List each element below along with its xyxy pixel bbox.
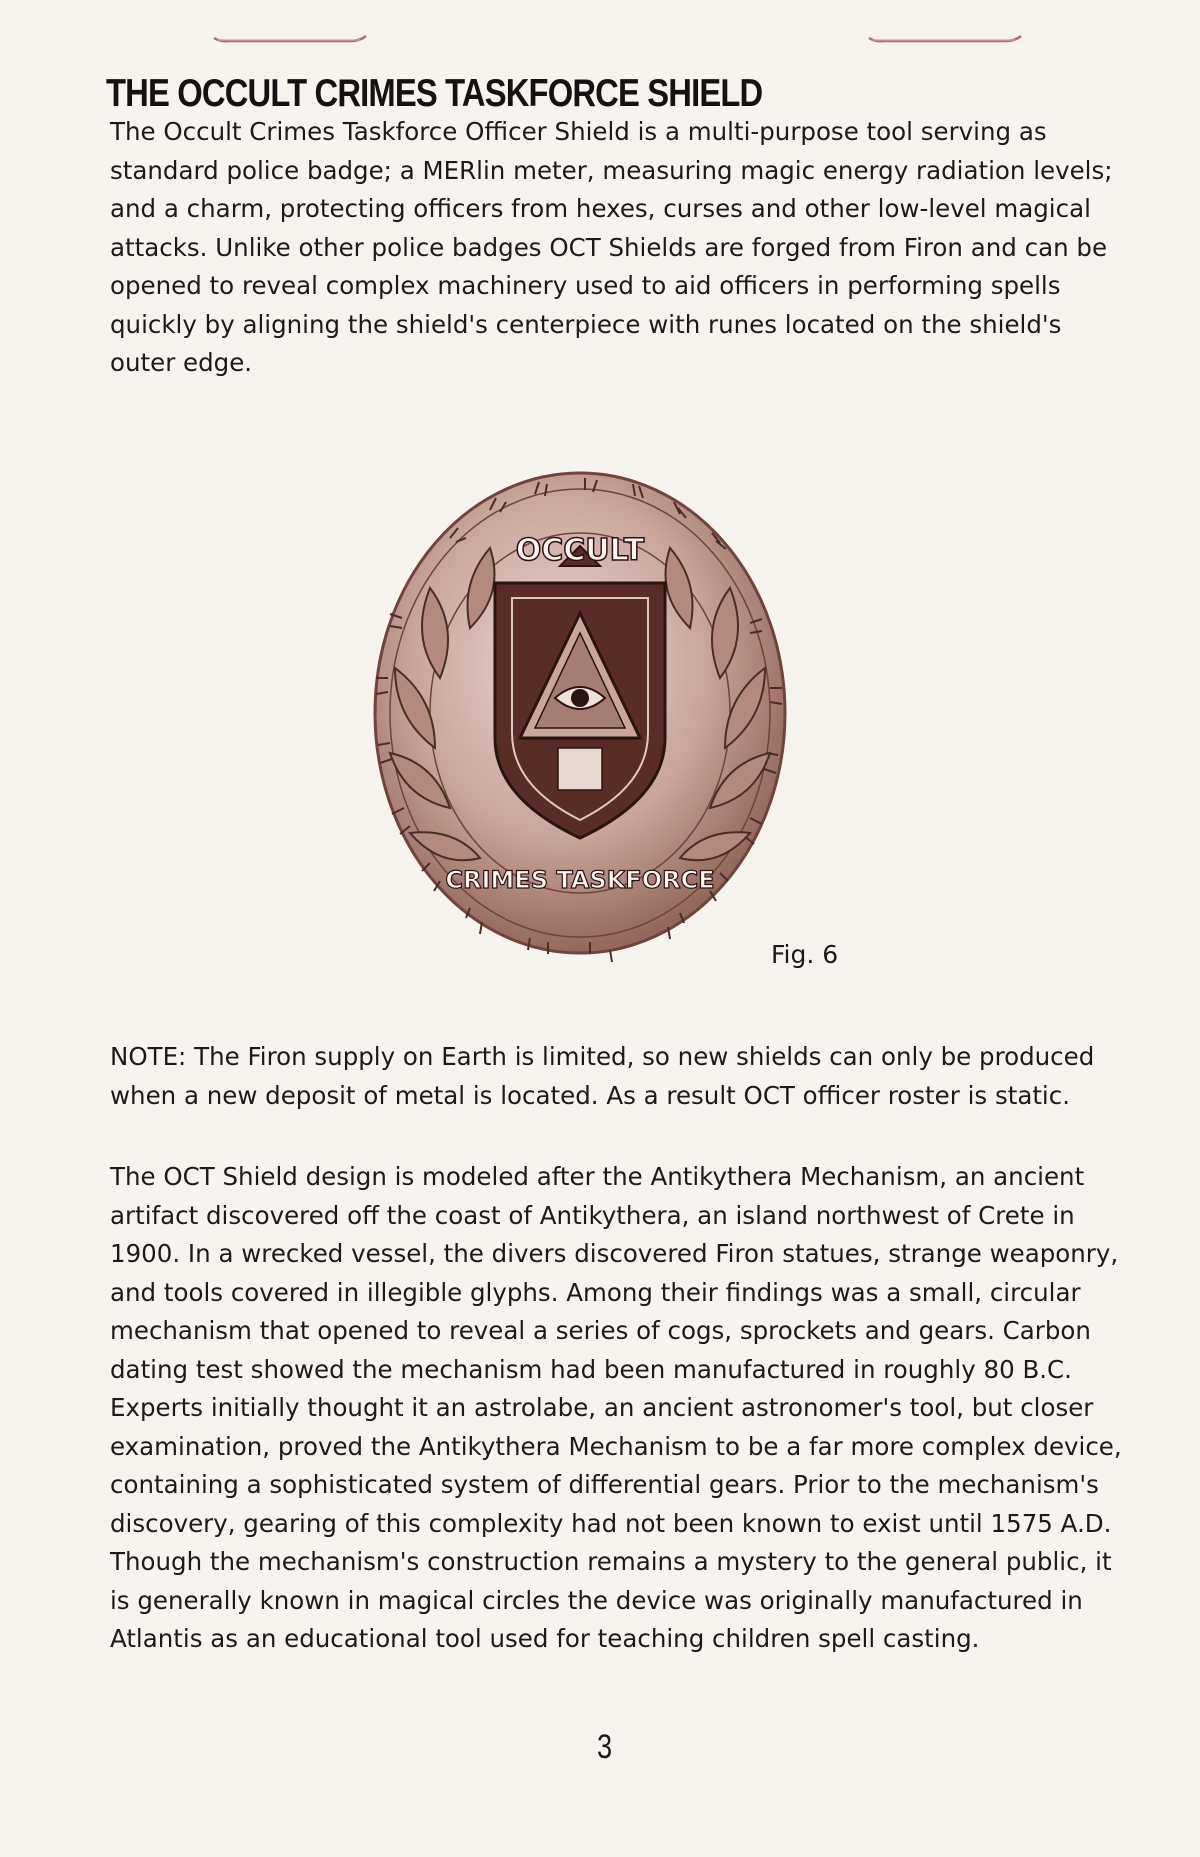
staple-left xyxy=(210,30,370,46)
badge-top-text: OCCULT xyxy=(515,533,645,568)
intro-paragraph: The Occult Crimes Taskforce Officer Shield is a multi-purpose tool serving as standard police badge; a MERlin meter, measuring magic energy radiation levels; and a charm, protecting officers from hexes, curses and other low-level magical attacks. Unlike other police badges OCT Shields are forged from Firon and can be opened to reveal complex machinery used to aid officers in performing spells quickly by aligning the shield's centerpiece with runes located on the shield's outer edge. xyxy=(110,117,1113,377)
history-paragraph: The OCT Shield design is modeled after the Antikythera Mechanism, an ancient artifact discovered off the coast of Antikythera, an island northwest of Crete in 1900. In a wrecked vessel, the divers discovered Firon statues, strange weaponry, and tools covered in illegible glyphs. Among their findings was a small, circular mechanism that opened to reveal a series of cogs, sprockets and gears. Carbon dating test showed the mechanism had been manufactured in roughly 80 B.C. Experts initially thought it an astrolabe, an ancient astronomer's tool, but closer examination, proved the Antikythera Mechanism to be a far more complex device, containing a sophisticated system of differential gears. Prior to the mechanism's discovery, gearing of this complexity had not been known to exist until 1575 A.D. Though the mechanism's construction remains a mystery to the general public, it is generally known in magical circles the device was originally manufactured in Atlantis as an educational tool used for teaching children spell casting. xyxy=(110,1162,1122,1653)
page-title: THE OCCULT CRIMES TASKFORCE SHIELD xyxy=(106,72,763,115)
figure-caption: Fig. 6 xyxy=(771,940,839,969)
note-paragraph: NOTE: The Firon supply on Earth is limited, so new shields can only be produced when a new deposit of metal is located. As a result OCT officer roster is static. xyxy=(110,1042,1095,1110)
staple-right xyxy=(865,30,1025,46)
oct-shield-figure xyxy=(330,448,850,988)
page-number: 3 xyxy=(597,1728,613,1766)
badge-bottom-text: CRIMES TASKFORCE xyxy=(445,866,715,894)
